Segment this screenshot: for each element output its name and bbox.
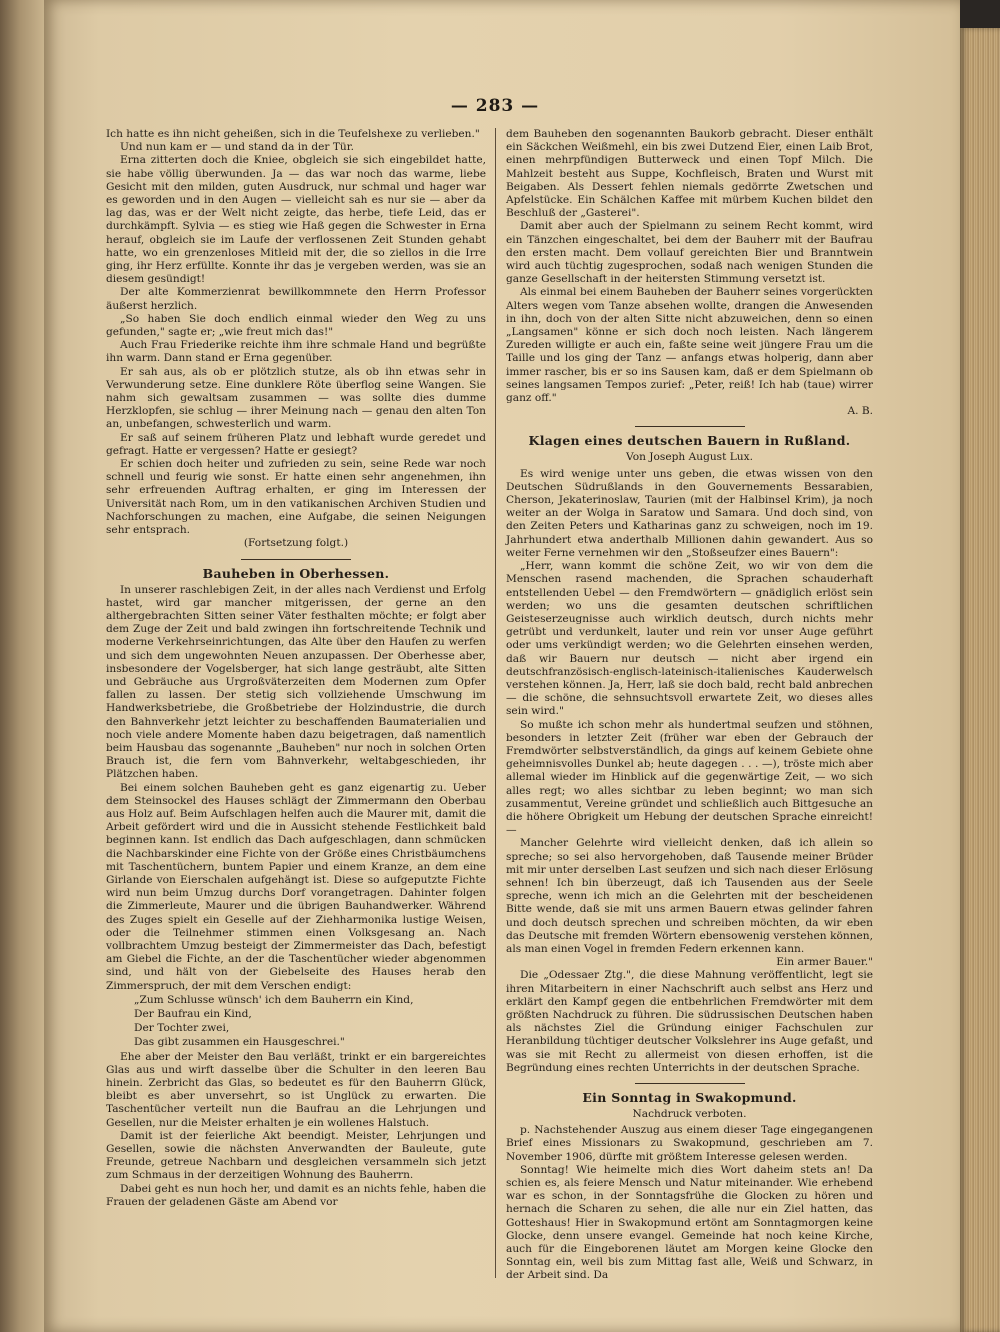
paragraph: Damit ist der feierliche Akt beendigt. Meister, Lehrjungen und Gesellen, sowie die nächsten Anverwandten der Bauleute, gute Freunde, getreue Nachbarn und desgleichen versammeln sich jetzt zum Schmaus in der derzeitigen Wohnung des Bauherrn. (106, 1129, 486, 1182)
column-rule (495, 128, 496, 1278)
left-column (106, 128, 486, 1288)
section-divider (635, 1083, 745, 1084)
section-divider (635, 426, 745, 427)
left-page-edge (0, 0, 44, 1332)
paragraph: Bei einem solchen Bauheben geht es ganz eigenartig zu. Ueber dem Steinsockel des Hauses schlägt der Zimmermann den Oberbau aus Holz auf. Beim Aufschlagen helfen auch die Maurer mit, damit die Arbeit gefördert wird und die in Aussicht stehende Festlichkeit bald beginnen kann. Ist endlich das Dach aufgeschlagen, dann schmücken die Nachbarskinder eine Fichte von der Größe eines Christbäumchens mit Taschentüchern, buntem Papier und einem Kranze, an dem eine Girlande von Eierschalen aufgehängt ist. Diese so aufgeputzte Fichte wird nun beim Umzug durchs Dorf vorangetragen. Dahinter folgen die Zimmerleute, Maurer und die übrigen Bauhandwerker. Während des Zuges spielt ein Geselle auf der Ziehharmonika lustige Weisen, oder die Teilnehmer stimmen einen Volksgesang an. Nach vollbrachtem Umzug besteigt der Zimmermeister das Dach, befestigt am Giebel die Fichte, an der die Taschentücher wieder abgenommen sind, und hält von der Giebelseite des Hauses herab den Zimmerspruch, der mit dem Verschen endigt: (106, 781, 486, 992)
paragraph: Der alte Kommerzienrat bewillkommnete den Herrn Professor äußerst herzlich. (106, 286, 486, 312)
page-number: — 283 — (450, 96, 540, 116)
article-heading: Bauheben in Oberhessen. (202, 565, 390, 581)
paragraph: Als einmal bei einem Bauheben der Bauherr seines vorgerückten Alters wegen vom Tanze absehen wollte, drangen die Anwesenden in ihn, doch von der alten Sitte nicht abzuweichen, denn so einen „Langsamen" könne er sich doch noch leisten. Nach längerem Zureden willigte er auch ein, faßte seine weit jüngere Frau um die Taille und los ging der Tanz — anfangs etwas holperig, dann aber immer rascher, bis er so ins Sausen kam, daß er dem Spielmann ob seines langsamen Tempos zurief: „Peter, reiß! Ich hab (taue) wirrer ganz off." (506, 286, 873, 405)
reprint-note: Nachdruck verboten. (632, 1108, 747, 1121)
paragraph: Auch Frau Friederike reichte ihm ihre schmale Hand und begrüßte ihn warm. Dann stand er Erna gegenüber. (106, 339, 486, 365)
section-divider (241, 559, 351, 560)
continuation-note: (Fortsetzung folgt.) (243, 537, 349, 550)
article-heading: Ein Sonntag in Swakopmund. (582, 1090, 797, 1106)
paragraph: Sonntag! Wie heimelte mich dies Wort daheim stets an! Da schien es, als feiere Mensch und Natur miteinander. Wie erhebend war es schon, in der Sonntagsfrühe die Glocken zu hören und hernach die Scharen zu sehen, die alle nur ein Ziel hatten, das Gotteshaus! Hier in Swakopmund ertönt am Sonntagmorgen keine Glocke, denn unsere evangel. Gemeinde hat noch keine Kirche, auch für die Eingeborenen läutet am Morgen keine Glocke den Sonntag ein, weil bis zum Mittag fast alle, Weiß und Schwarz, in der Arbeit sind. Da (506, 1163, 873, 1282)
paragraph: Er sah aus, als ob er plötzlich stutze, als ob ihn etwas sehr in Verwunderung setze. Eine dunklere Röte überflog seine Wangen. Sie nahm sich gewaltsam zusammen — was sollte dies dumme Herzklopfen, sie schlug — ihrer Meinung nach — genau den alten Ton an, unbefangen, schwesterlich und warm. (106, 365, 486, 431)
paragraph: p. Nachstehender Auszug aus einem dieser Tage eingegangenen Brief eines Missionars zu Swakopmund, geschrieben am 7. November 1906, dürfte mit größtem Interesse gelesen werden. (506, 1124, 873, 1163)
right-column (506, 128, 873, 1282)
paragraph: Dabei geht es nun hoch her, und damit es an nichts fehle, haben die Frauen der geladenen Gäste am Abend vor (106, 1182, 486, 1208)
signature: Ein armer Bauer." (776, 956, 873, 969)
byline: Von Joseph August Lux. (626, 451, 753, 464)
paragraph: Ich hatte es ihn nicht geheißen, sich in die Teufelshexe zu verlieben." (106, 128, 480, 140)
paragraph: So mußte ich schon mehr als hundertmal seufzen und stöhnen, besonders in letzter Zeit (früher war eben der Gebrauch der Fremdwörter selbstverständlich, da gings auf keinem Gebiete ohne geheimnisvolles Dunkel ab; heute dagegen . . . —), tröste mich aber allemal wieder im Hinblick auf die gegenwärtige Zeit, — wo sich alles regt; wo alles sichtbar zu leben beginnt; wo man sich zusammentut, Vereine gründet und schließlich auch Bittgesuche an die höhere Obrigkeit um Hebung der deutschen Sprache einreicht! — (506, 718, 873, 837)
paragraph: Erna zitterten doch die Kniee, obgleich sie sich eingebildet hatte, sie habe völlig überwunden. Ja — das war noch das warme, liebe Gesicht mit den milden, guten Ausdruck, nur schmal und hager war es geworden und in den Augen — vielleicht sah es nur sie — aber da lag das, was er der Welt nicht zeigte, das herbe, tiefe Leid, das er durchkämpft. Sylvia — es stieg wie Haß gegen die Schwester in Erna herauf, obgleich sie im Laufe der verflossenen Zeit Stunden gehabt hatte, wo ein grenzenloses Mitleid mit der, die so ziellos in die Irre ging, ihr Herz erfüllte. Konnte ihr das je vergeben werden, was sie an diesem gesündigt! (106, 154, 486, 286)
paragraph: Damit aber auch der Spielmann zu seinem Recht kommt, wird ein Tänzchen eingeschaltet, bei dem der Bauherr mit der Baufrau den ersten macht. Dem vollauf gereichten Bier und Branntwein wird auch tüchtig zugesprochen, sodaß nach wenigen Stunden die ganze Gesellschaft in der heitersten Stimmung versetzt ist. (506, 220, 873, 286)
poem-line: Der Baufrau ein Kind, (134, 1008, 252, 1020)
paragraph: Die „Odessaer Ztg.", die diese Mahnung veröffentlicht, legt sie ihren Mitarbeitern in einer Nachschrift auch selbst ans Herz und erklärt den Kampf gegen die entbehrlichen Fremdwörter mit dem größten Nachdruck zu führen. Die südrussischen Deutschen haben als nächstes Ziel die Gründung einiger Fachschulen zur Heranbildung tüchtiger deutscher Volkslehrer ins Auge gefaßt, und was sie mit Recht zu allermeist von diesen erhoffen, ist die Begründung eines rechten Unterrichts in der deutschen Sprache. (506, 969, 873, 1074)
paragraph: Es wird wenige unter uns geben, die etwas wissen von den Deutschen Südrußlands in den Gouvernements Bessarabien, Cherson, Jekaterinoslaw, Taurien (mit der Halbinsel Krim), ja noch weiter an der Wolga in Saratow und Samara. Und doch sind, von den Zeiten Peters und Katharinas ganz zu schweigen, noch im 19. Jahrhundert etwa anderthalb Millionen dahin gewandert. Aus so weiter Ferne vernehmen wir den „Stoßseufzer eines Bauern": (506, 467, 873, 559)
paragraph: Mancher Gelehrte wird vielleicht denken, daß ich allein so spreche; so sei also hervorgehoben, daß Tausende meiner Brüder mit mir unter derselben Last seufzen und sich nach dieser Erlösung sehnen! Ich bin überzeugt, daß ich Tausenden aus der Seele spreche, wenn ich mich an die Gelehrten mit der bescheidenen Bitte wende, daß sie mit uns armen Bauern etwas gelinder fahren und doch deutsch sprechen und schreiben möchten, da wir eben das Deutsche mit fremden Wörtern ebensowenig verstehen können, als man einen Vogel in fremden Federn erkennen kann. (506, 837, 873, 955)
poem-line: Der Tochter zwei, (134, 1022, 230, 1035)
paragraph: dem Bauheben den sogenannten Baukorb gebracht. Dieser enthält ein Säckchen Weißmehl, ein bis zwei Dutzend Eier, einen Laib Brot, einen mehrpfündigen Butterweck und einen Topf Milch. Die Mahlzeit besteht aus Suppe, Kochfleisch, Braten und Wurst mit Beigaben. Als Dessert fehlen niemals gedörrte Zwetschen und Apfelstücke. Ein Schälchen Kaffee mit mürbem Kuchen bildet den Beschluß der „Gasterei". (506, 128, 873, 220)
paragraph: Er saß auf seinem früheren Platz und lebhaft wurde geredet und gefragt. Hatte er vergessen? Hatte er gesiegt? (106, 431, 486, 457)
paragraph: Und nun kam er — und stand da in der Tür. (120, 141, 355, 154)
paragraph: Ehe aber der Meister den Bau verläßt, trinkt er ein bargereichtes Glas aus und wirft dasselbe über die Schulter in den leeren Bau hinein. Zerbricht das Glas, so bedeutet es für den Bauherrn Glück, bleibt es aber unversehrt, so ist Unglück zu erwarten. Die Taschentücher verteilt nun die Baufrau an die Lehrjungen und Gesellen, nur die Meister erhalten je ein wollenes Halstuch. (106, 1050, 486, 1129)
article-heading: Klagen eines deutschen Bauern in Rußland. (528, 433, 851, 449)
paragraph: „So haben Sie doch endlich einmal wieder den Weg zu uns gefunden," sagte er; „wie freut mich das!" (106, 312, 486, 339)
paragraph: „Herr, wann kommt die schöne Zeit, wo wir von dem die Menschen rasend machenden, die Sprachen schauderhaft entstellenden Uebel — den Fremdwörtern — gnädiglich erlöst sein werden; wo uns die gesamten deutschen schriftlichen Geisteserzeugnisse auch wirklich deutsch, durch nichts mehr getrübt und verdunkelt, lauter und rein vor unser Auge geführt oder ums verkündigt werden; wo die Gelehrten einsehen werden, daß wir Bauern nur deutsch — nicht aber irgend ein deutschfranzösisch-englisch-lateinisch-italienisches Kauderwelsch verstehen können. Ja, Herr, laß sie doch bald, recht bald anbrechen — die schöne, die sehnsuchtsvoll erwartete Zeit, wo dieses alles sein wird." (506, 560, 873, 718)
paragraph: Er schien doch heiter und zufrieden zu sein, seine Rede war noch schnell und feurig wie sonst. Er hatte einen sehr angenehmen, ihn sehr erfreuenden Auftrag erhalten, er ging im Interessen der Universität nach Rom, um in den vatikanischen Archiven Studien und Nachforschungen zu machen, eine Aufgabe, die seinen Neigungen sehr entsprach. (106, 458, 486, 537)
page-stack-edges (960, 28, 1000, 1332)
poem-line: „Zum Schlusse wünsch' ich dem Bauherrn ein Kind, (134, 993, 414, 1006)
poem-line: Das gibt zusammen ein Hausgeschrei." (134, 1036, 345, 1049)
paragraph: In unserer raschlebigen Zeit, in der alles nach Verdienst und Erfolg hastet, wird gar mancher mitgerissen, der gerne an den althergebrachten Sitten seiner Väter festhalten möchte; er folgt aber dem Zuge der Zeit und bald zwingen ihn fortschreitende Technik und moderne Verkehrseinrichtungen, das Alte über den Haufen zu werfen und sich dem ungewohnten Neuen anzupassen. Der Oberhesse aber, insbesondere der Vogelsberger, hat sich lange gesträubt, alte Sitten und Gebräuche aus Urgroßväterzeiten dem Modernen zum Opfer fallen zu lassen. Der stetig sich vollziehende Umschwung im Handwerksbetriebe, die Großbetriebe der Holzindustrie, die durch den Bahnverkehr jetzt leichter zu beschaffenden Baumaterialien und noch viele andere Momente haben dazu beigetragen, daß namentlich beim Hausbau das sogenannte „Bauheben" nur noch in solchen Orten Brauch ist, die fern vom Bahnverkehr, weltabgeschieden, ihr Plätzchen haben. (106, 583, 486, 781)
signature: A. B. (847, 405, 873, 418)
